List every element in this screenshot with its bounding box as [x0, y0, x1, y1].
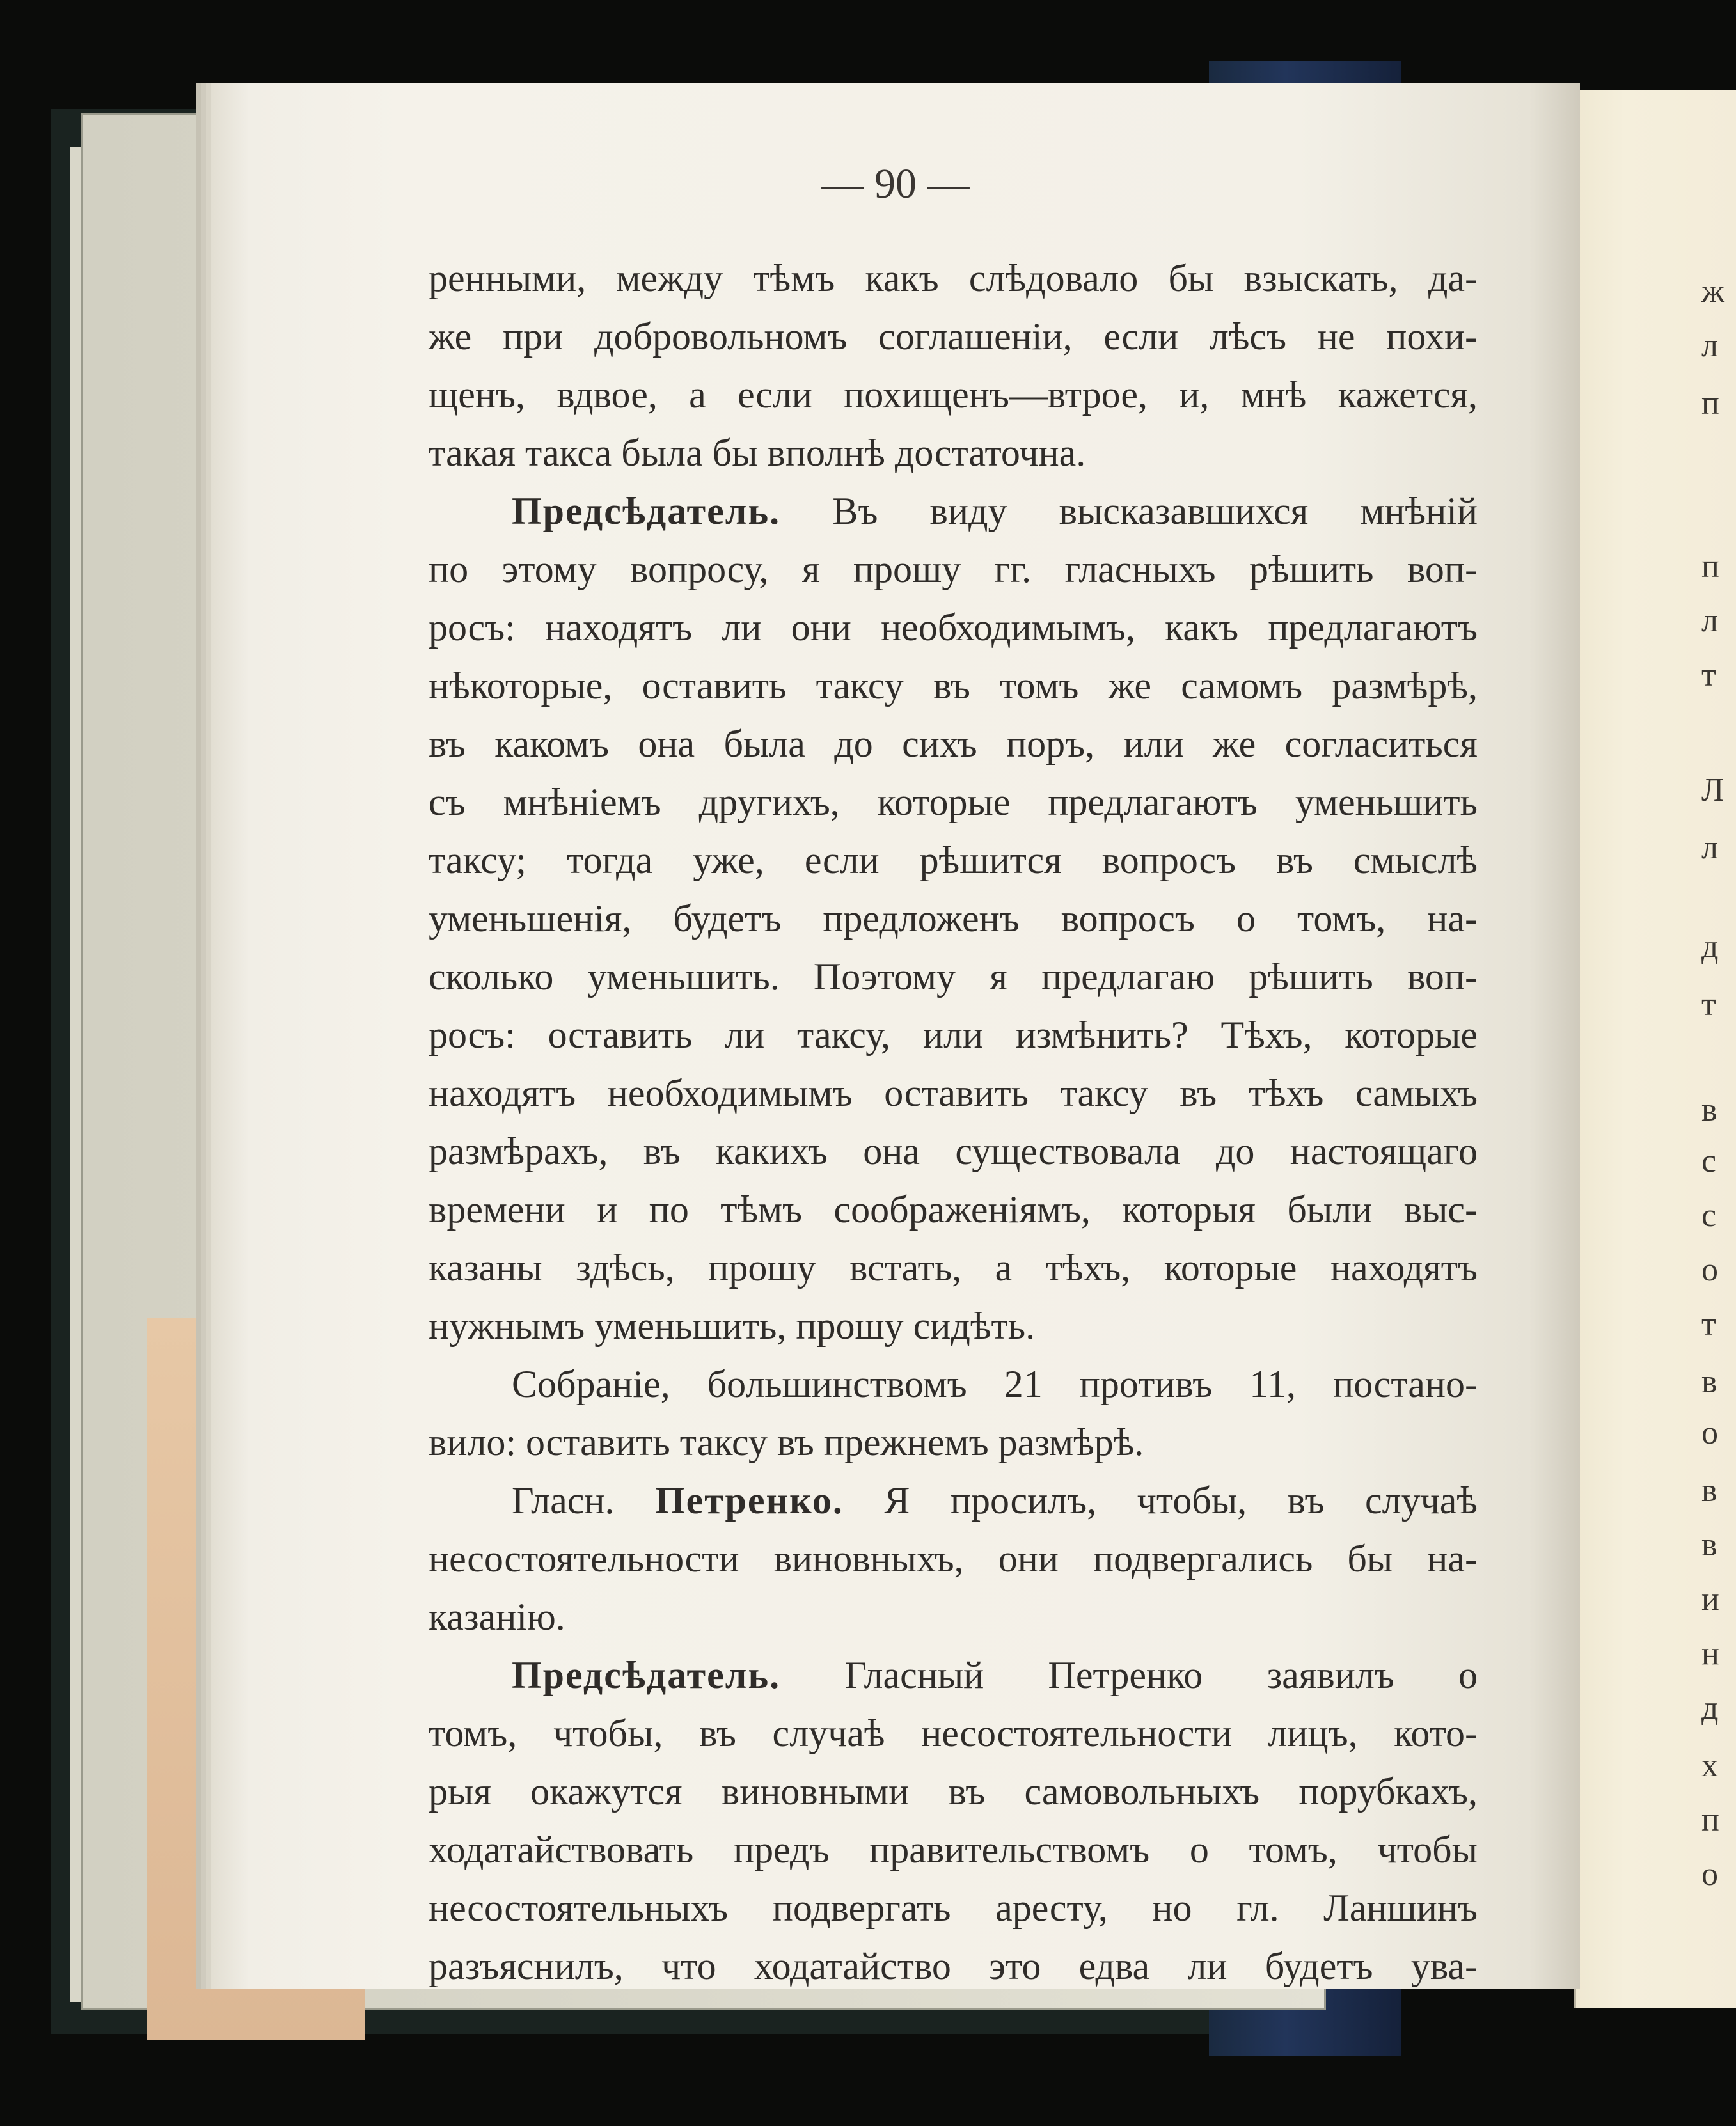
line-text: въ какомъ она была до сихъ поръ, или же согласиться — [429, 723, 1478, 765]
line-text: несостоятельныхъ подвергать аресту, но гл. Ланшинъ — [429, 1887, 1478, 1929]
page-number: — 90 — — [821, 161, 970, 207]
line-text: Я просилъ, чтобы, въ случаѣ — [843, 1479, 1478, 1522]
facing-page-letter: о — [1701, 1856, 1718, 1893]
text-line — [429, 1122, 1478, 1181]
facing-page-letter: х — [1701, 1747, 1718, 1784]
text-line — [429, 1181, 1478, 1239]
line-text: сколько уменьшить. Поэтому я предлагаю рѣшить воп- — [429, 956, 1478, 998]
line-text: рыя окажутся виновными въ самовольныхъ порубкахъ, — [429, 1770, 1478, 1813]
text-line — [429, 1879, 1478, 1937]
facing-page-letter: ж — [1701, 273, 1724, 310]
line-text: Собраніе, большинствомъ 21 противъ 11, постано- — [512, 1363, 1478, 1405]
text-line — [429, 366, 1478, 424]
line-text: же при добровольномъ соглашеніи, если лѣсъ не похи- — [429, 315, 1478, 358]
facing-page-letter: л — [1701, 602, 1718, 639]
facing-page-letter: в — [1701, 1527, 1717, 1563]
text-line — [429, 1646, 1478, 1705]
line-text: Въ виду высказавшихся мнѣній — [780, 490, 1478, 532]
text-line — [429, 1413, 1478, 1472]
text-line — [429, 1588, 1478, 1646]
speaker-prefix: Гласн. — [512, 1479, 655, 1522]
facing-page-letter: с — [1701, 1197, 1717, 1234]
facing-page-letter: в — [1701, 1092, 1717, 1128]
line-text: ренными, между тѣмъ какъ слѣдовало бы взыскать, да- — [429, 257, 1478, 299]
text-line — [429, 1355, 1478, 1413]
facing-page-letter: н — [1701, 1635, 1719, 1672]
line-text: такая такса была бы вполнѣ достаточна. — [429, 432, 1086, 474]
text-line — [429, 1064, 1478, 1122]
facing-page-letter: д — [1701, 1690, 1719, 1726]
speaker-name: Предсѣдатель. — [512, 490, 781, 532]
text-line — [429, 540, 1478, 599]
text-line — [429, 831, 1478, 890]
facing-page-letter: т — [1701, 1306, 1716, 1343]
facing-page-letter: л — [1701, 830, 1718, 866]
line-text: времени и по тѣмъ соображеніямъ, которыя были выс- — [429, 1188, 1478, 1231]
line-text: нужнымъ уменьшить, прошу сидѣть. — [429, 1305, 1036, 1347]
line-text: казаны здѣсь, прошу встать, а тѣхъ, которые находятъ — [429, 1247, 1478, 1289]
facing-page-letter: п — [1701, 385, 1719, 421]
facing-page-letter: Л — [1701, 772, 1724, 808]
line-text: казанію. — [429, 1596, 565, 1638]
text-line — [429, 1705, 1478, 1763]
line-text: ходатайствовать предъ правительствомъ о томъ, чтобы — [429, 1829, 1478, 1871]
line-text: щенъ, вдвое, а если похищенъ—втрое, и, мнѣ кажется, — [429, 374, 1478, 416]
text-line — [429, 1239, 1478, 1297]
line-text: росъ: оставить ли таксу, или измѣнить? Тѣхъ, которые — [429, 1014, 1478, 1056]
body-text — [429, 249, 1478, 1996]
speaker-name: Петренко. — [655, 1479, 844, 1522]
facing-page-letter: с — [1701, 1143, 1717, 1179]
text-line — [429, 773, 1478, 831]
text-line — [429, 1472, 1478, 1530]
text-line — [429, 1006, 1478, 1064]
facing-page-letter: о — [1701, 1415, 1718, 1451]
text-line — [429, 308, 1478, 366]
facing-page-letter: п — [1701, 1802, 1719, 1838]
line-text: вило: оставить таксу въ прежнемъ размѣрѣ. — [429, 1421, 1144, 1463]
facing-page-letter: в — [1701, 1364, 1717, 1400]
text-line — [429, 424, 1478, 482]
line-text: находятъ необходимымъ оставить таксу въ тѣхъ самыхъ — [429, 1072, 1478, 1114]
facing-page-letter: л — [1701, 327, 1718, 364]
text-line — [429, 1763, 1478, 1821]
line-text: росъ: находятъ ли они необходимымъ, какъ предлагаютъ — [429, 606, 1478, 649]
text-line — [429, 482, 1478, 540]
line-text: несостоятельности виновныхъ, они подвергались бы на- — [429, 1538, 1478, 1580]
line-text: по этому вопросу, я прошу гг. гласныхъ рѣшить воп- — [429, 548, 1478, 590]
line-text: таксу; тогда уже, если рѣшится вопросъ въ смыслѣ — [429, 839, 1478, 881]
facing-page-letter: т — [1701, 657, 1716, 693]
line-text: разъяснилъ, что ходатайство это едва ли будетъ ува- — [429, 1945, 1478, 1987]
line-text: Гласный Петренко заявилъ о — [780, 1654, 1478, 1696]
line-text: съ мнѣніемъ другихъ, которые предлагаютъ уменьшить — [429, 781, 1478, 823]
text-line — [429, 948, 1478, 1006]
text-line — [429, 1937, 1478, 1996]
text-line — [429, 657, 1478, 715]
text-line — [429, 890, 1478, 948]
facing-page-letter: п — [1701, 548, 1719, 585]
text-line — [429, 715, 1478, 773]
speaker-name: Предсѣдатель. — [512, 1654, 781, 1696]
facing-page-letter: и — [1701, 1581, 1719, 1618]
line-text: размѣрахъ, въ какихъ она существовала до настоящаго — [429, 1130, 1478, 1172]
line-text: уменьшенія, будетъ предложенъ вопросъ о томъ, на- — [429, 897, 1478, 940]
text-line — [429, 1530, 1478, 1588]
line-text: томъ, чтобы, въ случаѣ несостоятельности лицъ, кото- — [429, 1712, 1478, 1754]
line-text: нѣкоторые, оставить таксу въ томъ же самомъ размѣрѣ, — [429, 665, 1478, 707]
facing-page-letter: т — [1701, 986, 1716, 1023]
text-line — [429, 1821, 1478, 1879]
text-line — [429, 1297, 1478, 1355]
text-line — [429, 599, 1478, 657]
facing-page-letter: в — [1701, 1472, 1717, 1509]
text-line — [429, 249, 1478, 308]
facing-page-letter: д — [1701, 929, 1719, 965]
book-page — [211, 83, 1580, 1989]
facing-page-letter: о — [1701, 1252, 1718, 1288]
